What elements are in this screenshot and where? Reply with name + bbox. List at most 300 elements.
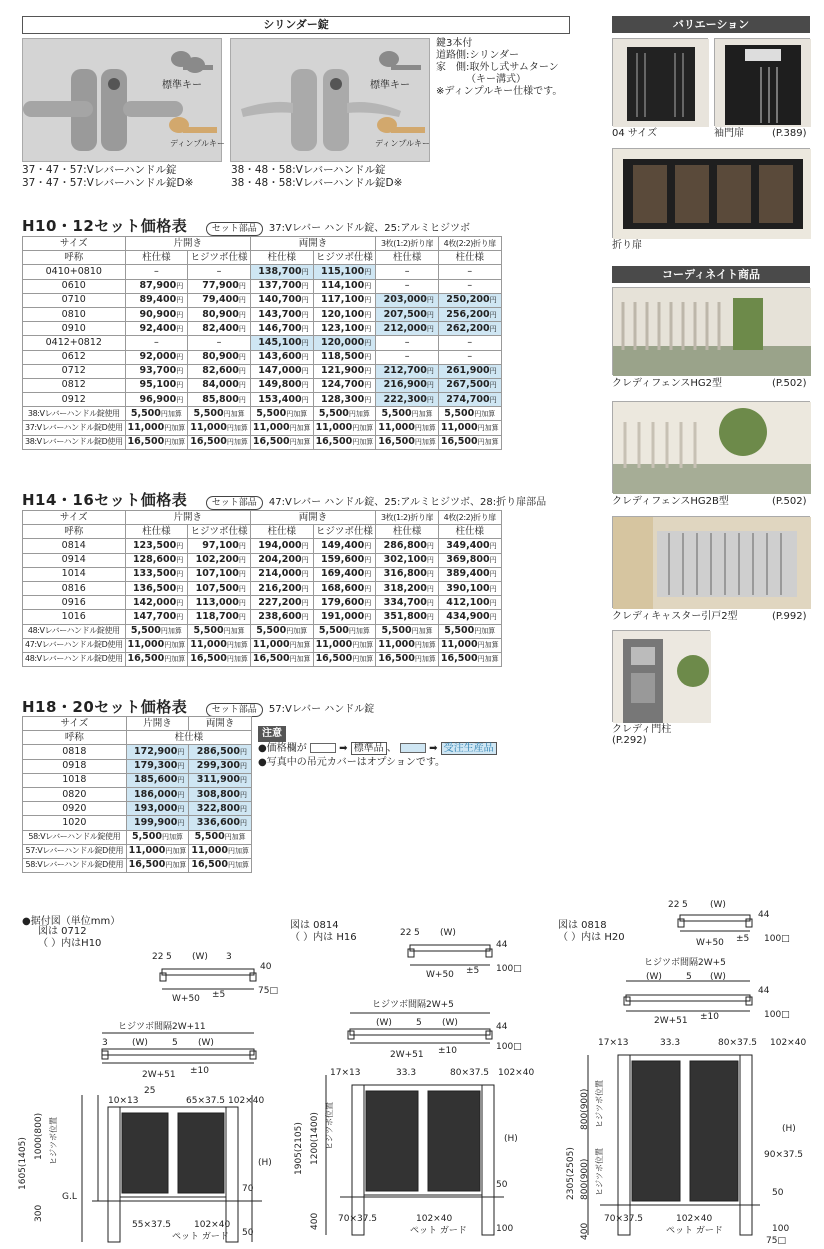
price-value: 204,200 xyxy=(258,554,302,566)
add-on-value: 5,500 xyxy=(444,625,475,637)
price-value: 124,700 xyxy=(320,379,365,391)
header-name: 呼称 xyxy=(23,731,127,745)
price-cell xyxy=(313,393,376,407)
yen-unit: 円 xyxy=(364,338,372,347)
size-cell: 0814 xyxy=(23,539,126,553)
yen-unit: 円 xyxy=(301,310,309,319)
price-cell xyxy=(250,350,313,364)
add-unit: 円加算 xyxy=(411,409,433,418)
add-on-value: 11,000 xyxy=(252,639,290,651)
d3-2w51: 2W+51 xyxy=(654,1016,688,1026)
yen-unit: 円 xyxy=(301,267,309,276)
coordinate-page-4: (P.292) xyxy=(612,735,647,746)
price-value: 102,200 xyxy=(195,554,239,566)
yen-unit: 円 xyxy=(426,310,434,319)
d1-sub: （ ）内はH10 xyxy=(38,938,102,949)
yen-unit: 円 xyxy=(364,324,372,333)
yen-unit: 円 xyxy=(364,541,372,550)
price-value: 114,100 xyxy=(320,280,365,292)
price-cell xyxy=(438,293,501,307)
fence-hg2b-illustration xyxy=(613,402,811,494)
yen-unit: 円 xyxy=(177,804,185,813)
price-value: 168,600 xyxy=(320,582,365,594)
price-cell xyxy=(188,350,251,364)
size-cell: 1020 xyxy=(23,816,127,830)
swatch-white xyxy=(310,743,336,753)
price-cell xyxy=(376,293,439,307)
add-unit: 円加算 xyxy=(414,438,436,447)
price-cell xyxy=(438,364,501,378)
add-on-row xyxy=(23,844,252,858)
yen-unit: 円 xyxy=(489,570,497,579)
d3-dim-33: 33.3 xyxy=(660,1038,681,1048)
empty-cell: – xyxy=(188,336,251,350)
add-unit: 円加算 xyxy=(223,409,245,418)
price-cell xyxy=(250,336,313,350)
header-size: サイズ xyxy=(23,237,126,251)
d1-dim-40: 40 xyxy=(260,962,272,972)
yen-unit: 円 xyxy=(301,381,309,390)
yen-unit: 円 xyxy=(489,584,497,593)
d3-dim-800a: 800(900) xyxy=(580,1088,590,1130)
note-label: 注意 xyxy=(258,726,286,742)
add-on-price xyxy=(313,652,376,666)
add-on-price xyxy=(125,421,188,435)
price-cell xyxy=(125,364,188,378)
empty-cell: – xyxy=(188,265,251,279)
yen-unit: 円 xyxy=(426,584,434,593)
price-cell xyxy=(125,596,188,610)
price-value: 256,200 xyxy=(446,308,490,320)
price-cell xyxy=(188,307,251,321)
d3-dim-44b: 44 xyxy=(758,986,770,996)
d3-dim-100b: 100□ xyxy=(764,1010,790,1020)
header-double: 両開き xyxy=(250,237,375,251)
d1-dim-3: 3 xyxy=(226,952,232,962)
price-cell xyxy=(250,393,313,407)
price-value: 79,400 xyxy=(202,294,239,306)
d2-sub: （ ）内は H16 xyxy=(290,932,357,943)
d3-pet: ペット ガード xyxy=(666,1226,723,1236)
price-cell xyxy=(313,350,376,364)
add-on-price xyxy=(189,844,252,858)
add-on-price xyxy=(313,638,376,652)
price-cell xyxy=(250,596,313,610)
add-on-price xyxy=(438,421,501,435)
price-value: 153,400 xyxy=(258,393,302,405)
add-on-value: 16,500 xyxy=(440,436,478,448)
d2-2w51: 2W+51 xyxy=(390,1050,424,1060)
yen-unit: 円 xyxy=(177,790,185,799)
coordinate-photo-caster xyxy=(612,516,810,608)
header-3fold: 3枚(1:2)折り扉 xyxy=(376,511,439,525)
d2-dim-80: 80×37.5 xyxy=(450,1068,490,1078)
price-cell xyxy=(313,581,376,595)
size-cell: 0410+0810 xyxy=(23,265,126,279)
add-unit: 円加算 xyxy=(477,438,499,447)
price-value: 193,000 xyxy=(134,802,178,814)
price-cell xyxy=(125,393,188,407)
variation-header: バリエーション xyxy=(612,16,810,33)
price-cell xyxy=(376,567,439,581)
price-cell xyxy=(313,567,376,581)
add-on-price xyxy=(250,638,313,652)
price-value: 390,100 xyxy=(446,582,490,594)
yen-unit: 円 xyxy=(301,584,309,593)
price-cell xyxy=(250,553,313,567)
header-pillar: 柱仕様 xyxy=(250,251,313,265)
table-row xyxy=(23,581,502,595)
price-value: 369,800 xyxy=(446,554,490,566)
t1-title-row xyxy=(22,215,582,233)
price-cell xyxy=(126,745,189,759)
add-on-price xyxy=(188,652,251,666)
add-on-value: 5,500 xyxy=(193,407,224,419)
price-cell xyxy=(250,581,313,595)
t2-title-row xyxy=(22,489,602,507)
table-row xyxy=(23,350,502,364)
yen-unit: 円 xyxy=(426,324,434,333)
d3-dim-50: 50 xyxy=(772,1188,784,1198)
add-on-price xyxy=(438,652,501,666)
d2-dim-102b: 102×40 xyxy=(416,1214,453,1224)
price-value: 179,600 xyxy=(320,596,365,608)
d3-dim-70: 70×37.5 xyxy=(604,1214,644,1224)
add-unit: 円加算 xyxy=(164,655,186,664)
price-cell xyxy=(250,378,313,392)
price-cell xyxy=(313,279,376,293)
yen-unit: 円 xyxy=(364,367,372,376)
header-4fold: 4枚(2:2)折り扉 xyxy=(438,511,501,525)
note-block xyxy=(258,726,497,770)
price-value: 142,000 xyxy=(132,596,177,608)
add-on-label: 48:Vレバーハンドル錠使用 xyxy=(23,624,126,638)
variation-page-sode: (P.389) xyxy=(772,128,807,139)
price-cell xyxy=(188,553,251,567)
cylinder-header: シリンダー錠 xyxy=(22,16,570,34)
yen-unit: 円 xyxy=(176,570,184,579)
price-value: 316,800 xyxy=(383,568,427,580)
sode-gate-illustration xyxy=(715,39,811,127)
coordinate-header: コーディネイト商品 xyxy=(612,266,810,283)
add-on-price xyxy=(188,407,251,421)
gate-pillar-illustration xyxy=(613,631,711,723)
add-on-label: 48:Vレバーハンドル錠D使用 xyxy=(23,652,126,666)
add-on-price xyxy=(188,624,251,638)
yen-unit: 円 xyxy=(489,395,497,404)
add-on-value: 16,500 xyxy=(252,653,290,665)
d1-dim-65: 65×37.5 xyxy=(186,1096,226,1106)
yen-unit: 円 xyxy=(238,282,246,291)
price-cell xyxy=(125,279,188,293)
price-value: 113,000 xyxy=(195,596,239,608)
yen-unit: 円 xyxy=(176,381,184,390)
price-value: 199,900 xyxy=(134,816,178,828)
add-unit: 円加算 xyxy=(289,424,311,433)
price-cell xyxy=(126,773,189,787)
size-cell: 0820 xyxy=(23,787,127,801)
price-value: 97,100 xyxy=(202,539,239,551)
add-unit: 円加算 xyxy=(165,847,187,856)
d1-dim-75: 75□ xyxy=(258,986,278,996)
coordinate-photo-hg2b xyxy=(612,401,810,493)
d3-hijipos-1: ヒジツボ位置 xyxy=(595,1080,604,1128)
price-value: 302,100 xyxy=(383,554,427,566)
yen-unit: 円 xyxy=(240,762,247,771)
price-value: 286,500 xyxy=(196,745,240,757)
add-on-value: 11,000 xyxy=(127,639,165,651)
header-pillar: 柱仕様 xyxy=(438,525,501,539)
add-unit: 円加算 xyxy=(477,424,499,433)
price-value: 389,400 xyxy=(446,568,490,580)
price-cell xyxy=(189,787,252,801)
coordinate-photo-hg2 xyxy=(612,287,810,375)
price-value: 82,600 xyxy=(202,365,239,377)
yen-unit: 円 xyxy=(238,310,246,319)
price-value: 149,400 xyxy=(320,539,365,551)
add-on-value: 11,000 xyxy=(315,639,353,651)
price-value: 89,400 xyxy=(139,294,177,306)
price-cell xyxy=(126,787,189,801)
d1-dim-5: 5 xyxy=(166,952,172,962)
yen-unit: 円 xyxy=(489,541,497,550)
size-cell: 1014 xyxy=(23,567,126,581)
add-on-value: 16,500 xyxy=(252,436,290,448)
price-table-h10-12 xyxy=(22,236,502,450)
price-value: 77,900 xyxy=(202,280,239,292)
add-unit: 円加算 xyxy=(228,861,249,870)
d2-h: (H) xyxy=(504,1134,518,1144)
price-value: 412,100 xyxy=(446,596,490,608)
price-value: 250,200 xyxy=(446,294,490,306)
header-name: 呼称 xyxy=(23,525,126,539)
price-cell xyxy=(250,307,313,321)
d1-dim-100: 50 xyxy=(242,1228,254,1238)
add-on-value: 16,500 xyxy=(440,653,478,665)
price-value: 216,200 xyxy=(258,582,302,594)
yen-unit: 円 xyxy=(364,282,372,291)
lever-caption-2 xyxy=(231,164,402,190)
price-cell xyxy=(188,364,251,378)
add-on-label: 38:Vレバーハンドル錠使用 xyxy=(23,407,126,421)
price-cell xyxy=(125,378,188,392)
header-single: 片開き xyxy=(125,511,250,525)
cylinder-spec xyxy=(436,38,576,98)
fence-hg2-illustration xyxy=(613,288,811,376)
d1-dim-10x13: 10×13 xyxy=(108,1096,139,1106)
add-unit: 円加算 xyxy=(414,641,436,650)
add-on-value: 5,500 xyxy=(381,625,412,637)
yen-unit: 円 xyxy=(177,762,185,771)
d2-dim-44b: 44 xyxy=(496,1022,508,1032)
size-cell: 0812 xyxy=(23,378,126,392)
d3-dim-44: 44 xyxy=(758,910,770,920)
t1-set-desc: 37:Vレバー ハンドル錠、25:アルミヒジツボ xyxy=(268,223,470,234)
price-value: 143,600 xyxy=(258,351,302,363)
price-value: 238,600 xyxy=(258,610,302,622)
table-row xyxy=(23,745,252,759)
price-cell xyxy=(188,539,251,553)
add-on-value: 5,500 xyxy=(130,407,161,419)
price-cell xyxy=(125,610,188,624)
price-value: 121,900 xyxy=(320,365,365,377)
yen-unit: 円 xyxy=(301,395,309,404)
variation-photo-04 xyxy=(612,38,708,126)
price-cell xyxy=(376,378,439,392)
yen-unit: 円 xyxy=(301,570,309,579)
price-value: 147,700 xyxy=(132,610,177,622)
add-on-value: 5,500 xyxy=(131,831,163,843)
price-cell xyxy=(188,393,251,407)
d2-dim-5b: 5 xyxy=(416,1018,422,1028)
add-on-value: 5,500 xyxy=(256,625,287,637)
add-on-price xyxy=(125,638,188,652)
d3-dim-102b: 102×40 xyxy=(676,1214,713,1224)
coordinate-name-2: クレディフェンスHG2B型 xyxy=(612,496,729,507)
add-on-price xyxy=(125,407,188,421)
empty-cell: – xyxy=(376,350,439,364)
std-key-label-2: 標準キー xyxy=(370,80,410,91)
add-on-value: 16,500 xyxy=(378,653,415,665)
d3-dim-90: 90×37.5 xyxy=(764,1150,804,1160)
price-cell xyxy=(250,610,313,624)
add-on-price xyxy=(438,435,501,449)
add-on-value: 11,000 xyxy=(127,422,165,434)
header-pillar: 柱仕様 xyxy=(376,251,439,265)
note-standard: 標準品 xyxy=(351,742,387,755)
price-value: 95,100 xyxy=(139,379,177,391)
price-value: 318,200 xyxy=(383,582,427,594)
yen-unit: 円 xyxy=(177,776,185,785)
price-value: 308,800 xyxy=(196,788,240,800)
add-on-price xyxy=(188,421,251,435)
size-cell: 0914 xyxy=(23,553,126,567)
add-unit: 円加算 xyxy=(224,833,246,842)
coordinate-page-1: (P.502) xyxy=(772,378,807,389)
price-cell xyxy=(313,596,376,610)
coordinate-pillar-caption xyxy=(612,724,671,746)
d1-dim-1605: 1605(1405) xyxy=(18,1137,28,1190)
spec-line: ※ディンプルキー仕様です。 xyxy=(436,86,563,97)
add-unit: 円加算 xyxy=(289,655,311,664)
price-value: 203,000 xyxy=(383,294,427,306)
price-value: 120,000 xyxy=(320,336,365,348)
price-cell xyxy=(250,265,313,279)
add-on-price xyxy=(313,421,376,435)
d2-w: (W) xyxy=(440,928,456,938)
add-on-row xyxy=(23,407,502,421)
yen-unit: 円 xyxy=(489,381,497,390)
price-value: 128,300 xyxy=(320,393,365,405)
yen-unit: 円 xyxy=(238,598,246,607)
d1-dim-5b: 5 xyxy=(172,1038,178,1048)
add-unit: 円加算 xyxy=(162,833,184,842)
add-on-row xyxy=(23,638,502,652)
d2-dim-102: 102×40 xyxy=(498,1068,535,1078)
price-value: 212,700 xyxy=(383,365,427,377)
price-cell xyxy=(376,610,439,624)
price-cell xyxy=(125,322,188,336)
price-cell xyxy=(313,610,376,624)
add-unit: 円加算 xyxy=(414,655,436,664)
yen-unit: 円 xyxy=(240,776,247,785)
empty-cell: – xyxy=(438,336,501,350)
price-cell xyxy=(189,745,252,759)
add-on-price xyxy=(250,407,313,421)
add-unit: 円加算 xyxy=(226,641,248,650)
header-hiji: ヒジツボ仕様 xyxy=(188,251,251,265)
d1-fig: 図は 0712 xyxy=(38,926,87,937)
d3-dim-17x13: 17×13 xyxy=(598,1038,629,1048)
table-row xyxy=(23,336,502,350)
price-value: 123,500 xyxy=(132,539,177,551)
yen-unit: 円 xyxy=(176,353,184,362)
dimple-key-label-1: ディンプルキー xyxy=(170,139,226,148)
yen-unit: 円 xyxy=(238,612,246,621)
add-on-value: 11,000 xyxy=(190,639,227,651)
d2-dim-400: 400 xyxy=(310,1212,320,1230)
yen-unit: 円 xyxy=(426,570,434,579)
add-on-value: 16,500 xyxy=(315,653,353,665)
t3-title: H18・20セット価格表 xyxy=(22,698,188,716)
price-value: 146,700 xyxy=(258,322,302,334)
price-value: 140,700 xyxy=(258,294,302,306)
d2-dim-22: 22 xyxy=(400,928,412,938)
size-cell: 0910 xyxy=(23,322,126,336)
caption-line: 38・48・58:Vレバーハンドル錠 xyxy=(231,164,386,176)
price-value: 214,000 xyxy=(258,568,302,580)
yen-unit: 円 xyxy=(489,310,497,319)
d1-h: (H) xyxy=(258,1158,272,1168)
t3-title-row xyxy=(22,696,602,714)
add-on-row xyxy=(23,435,502,449)
add-on-price xyxy=(376,435,439,449)
add-on-value: 11,000 xyxy=(190,422,227,434)
variation-photo-sode xyxy=(714,38,810,126)
add-on-label: 37:Vレバーハンドル錠D使用 xyxy=(23,421,126,435)
add-on-value: 11,000 xyxy=(252,422,290,434)
d2-dim-33: 33.3 xyxy=(396,1068,417,1078)
yen-unit: 円 xyxy=(240,790,247,799)
price-cell xyxy=(438,378,501,392)
size-cell: 0710 xyxy=(23,293,126,307)
price-value: 123,100 xyxy=(320,322,365,334)
d2-dim-70: 70×37.5 xyxy=(338,1214,378,1224)
add-unit: 円加算 xyxy=(226,655,248,664)
yen-unit: 円 xyxy=(176,598,184,607)
add-unit: 円加算 xyxy=(289,438,311,447)
add-on-value: 5,500 xyxy=(444,407,475,419)
header-3fold: 3枚(1:2)折り扉 xyxy=(376,237,439,251)
price-value: 274,700 xyxy=(446,393,490,405)
d1-gl: G.L xyxy=(62,1192,77,1202)
d2-dim-17x13: 17×13 xyxy=(330,1068,361,1078)
add-unit: 円加算 xyxy=(164,438,186,447)
std-key-label-1: 標準キー xyxy=(162,80,202,91)
yen-unit: 円 xyxy=(301,282,309,291)
yen-unit: 円 xyxy=(176,367,184,376)
add-unit: 円加算 xyxy=(164,641,186,650)
price-cell xyxy=(188,596,251,610)
price-value: 136,500 xyxy=(132,582,177,594)
add-on-row xyxy=(23,421,502,435)
add-on-price xyxy=(313,435,376,449)
d3-dim-80: 80×37.5 xyxy=(718,1038,758,1048)
d3-dim-5b: 5 xyxy=(686,972,692,982)
yen-unit: 円 xyxy=(364,395,372,404)
add-on-value: 11,000 xyxy=(128,845,166,857)
table-row xyxy=(23,539,502,553)
